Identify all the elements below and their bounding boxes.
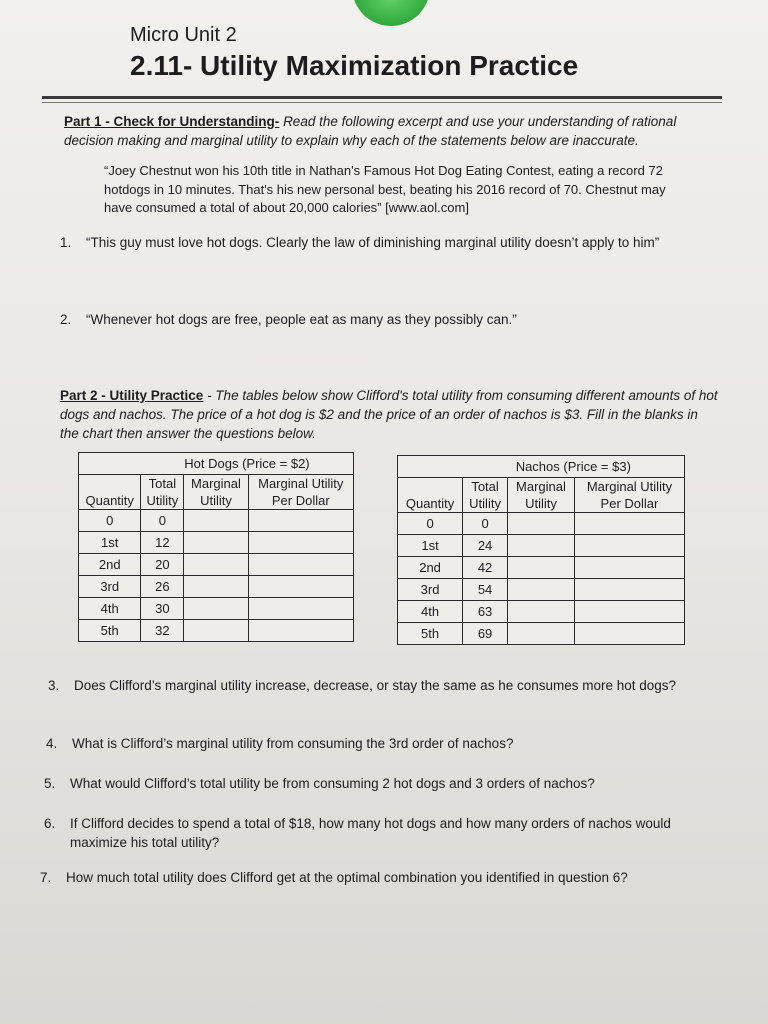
question-text: “Whenever hot dogs are free, people eat as many as they possibly can.” xyxy=(86,312,517,327)
question-2 xyxy=(60,310,720,329)
quantity-cell: 2nd xyxy=(398,557,463,579)
mu-per-dollar-blank[interactable] xyxy=(248,620,353,642)
quantity-cell: 5th xyxy=(79,620,141,642)
total-utility-cell: 26 xyxy=(141,576,184,598)
course-label: Micro Unit 2 xyxy=(130,24,237,46)
table-corner xyxy=(79,453,141,475)
marginal-utility-blank[interactable] xyxy=(508,623,575,645)
nachos-table xyxy=(397,455,685,645)
table-row xyxy=(398,623,685,645)
green-bottle-cap xyxy=(352,0,430,26)
mu-per-dollar-blank[interactable] xyxy=(574,557,684,579)
mu-per-dollar-header-2: Per Dollar xyxy=(574,495,684,513)
part2-instructions xyxy=(60,386,720,443)
table-row xyxy=(79,576,354,598)
total-utility-cell: 54 xyxy=(463,579,508,601)
part2-text: - The tables below show Clifford's total utility from consuming different amounts of hot dogs and nachos. The price of a hot dog is $2 and the price of an order of nachos is $3. Fill in the blanks in the chart then answer the questions below. xyxy=(60,388,718,441)
total-utility-cell: 69 xyxy=(463,623,508,645)
question-number: 5. xyxy=(44,776,56,791)
table-row xyxy=(398,513,685,535)
quantity-header-spacer xyxy=(79,475,141,493)
quantity-cell: 2nd xyxy=(79,554,141,576)
quantity-cell: 1st xyxy=(79,532,141,554)
question-text: “This guy must love hot dogs. Clearly the law of diminishing marginal utility doesn’t apply to him” xyxy=(86,235,660,250)
question-6 xyxy=(44,814,724,852)
table-row xyxy=(398,579,685,601)
question-text: How much total utility does Clifford get at the optimal combination you identified in question 6? xyxy=(66,870,628,885)
table-row xyxy=(398,601,685,623)
quantity-cell: 0 xyxy=(398,513,463,535)
quantity-cell: 3rd xyxy=(79,576,141,598)
table-row xyxy=(79,620,354,642)
table-row xyxy=(79,532,354,554)
mu-per-dollar-header-2: Per Dollar xyxy=(248,492,353,510)
total-utility-cell: 24 xyxy=(463,535,508,557)
quantity-cell: 4th xyxy=(398,601,463,623)
quantity-header: Quantity xyxy=(398,495,463,513)
marginal-utility-blank[interactable] xyxy=(508,557,575,579)
hotdogs-table xyxy=(78,452,354,642)
mu-per-dollar-blank[interactable] xyxy=(574,601,684,623)
question-number: 2. xyxy=(60,312,72,327)
mu-per-dollar-blank[interactable] xyxy=(248,510,353,532)
total-utility-cell: 32 xyxy=(141,620,184,642)
table-corner xyxy=(398,456,463,478)
marginal-utility-blank[interactable] xyxy=(184,510,248,532)
marginal-utility-blank[interactable] xyxy=(184,620,248,642)
part1-instructions xyxy=(64,112,714,150)
question-number: 6. xyxy=(44,816,56,831)
total-utility-cell: 0 xyxy=(463,513,508,535)
total-utility-cell: 30 xyxy=(141,598,184,620)
question-3 xyxy=(48,676,718,695)
title-divider xyxy=(42,96,722,99)
question-number: 1. xyxy=(60,235,72,250)
question-text: What is Clifford’s marginal utility from consuming the 3rd order of nachos? xyxy=(72,736,514,751)
question-number: 4. xyxy=(46,736,58,751)
quantity-header: Quantity xyxy=(79,492,141,510)
total-utility-header-1: Total xyxy=(141,475,184,493)
question-4 xyxy=(46,734,716,753)
marginal-utility-blank[interactable] xyxy=(184,598,248,620)
mu-per-dollar-blank[interactable] xyxy=(248,554,353,576)
marginal-utility-blank[interactable] xyxy=(508,513,575,535)
marginal-utility-header-1: Marginal xyxy=(508,478,575,496)
mu-per-dollar-blank[interactable] xyxy=(574,579,684,601)
mu-per-dollar-blank[interactable] xyxy=(574,513,684,535)
page-title: 2.11- Utility Maximization Practice xyxy=(130,50,579,81)
quantity-cell: 1st xyxy=(398,535,463,557)
table-row xyxy=(398,535,685,557)
quantity-cell: 3rd xyxy=(398,579,463,601)
nachos-table-title: Nachos (Price = $3) xyxy=(463,456,685,478)
table-row xyxy=(398,557,685,579)
part1-label: Part 1 - Check for Understanding- xyxy=(64,114,280,129)
hotdogs-table-title: Hot Dogs (Price = $2) xyxy=(141,453,354,475)
table-row xyxy=(79,510,354,532)
mu-per-dollar-blank[interactable] xyxy=(574,623,684,645)
part2-label: Part 2 - Utility Practice xyxy=(60,388,204,403)
title-divider-thin xyxy=(42,102,722,103)
quantity-header-spacer xyxy=(398,478,463,496)
total-utility-cell: 20 xyxy=(141,554,184,576)
marginal-utility-header-2: Utility xyxy=(508,495,575,513)
question-7 xyxy=(40,868,730,887)
quantity-cell: 0 xyxy=(79,510,141,532)
total-utility-header-1: Total xyxy=(463,478,508,496)
excerpt-quote: “Joey Chestnut won his 10th title in Nathan's Famous Hot Dog Eating Contest, eating a record 72 hotdogs in 10 minutes. That's his new personal best, beating his 2016 record of 70. Chestnut may have consumed a total of about 20,000 calories” [www.aol.com] xyxy=(104,163,666,215)
mu-per-dollar-blank[interactable] xyxy=(248,598,353,620)
marginal-utility-blank[interactable] xyxy=(508,601,575,623)
total-utility-cell: 0 xyxy=(141,510,184,532)
total-utility-header-2: Utility xyxy=(141,492,184,510)
mu-per-dollar-blank[interactable] xyxy=(248,532,353,554)
marginal-utility-header-1: Marginal xyxy=(184,475,248,493)
question-1 xyxy=(60,233,720,252)
mu-per-dollar-blank[interactable] xyxy=(248,576,353,598)
question-text: If Clifford decides to spend a total of $18, how many hot dogs and how many orders of nachos would maximize his total utility? xyxy=(70,816,671,850)
quantity-cell: 5th xyxy=(398,623,463,645)
total-utility-cell: 63 xyxy=(463,601,508,623)
marginal-utility-blank[interactable] xyxy=(184,532,248,554)
table-row xyxy=(79,554,354,576)
part1-text: Read the following excerpt and use your understanding of rational decision making and marginal utility to explain why each of the statements below are inaccurate. xyxy=(64,114,677,148)
marginal-utility-blank[interactable] xyxy=(184,554,248,576)
marginal-utility-header-2: Utility xyxy=(184,492,248,510)
table-row xyxy=(79,598,354,620)
question-number: 7. xyxy=(40,870,52,885)
marginal-utility-blank[interactable] xyxy=(508,579,575,601)
question-text: Does Clifford’s marginal utility increase, decrease, or stay the same as he consumes more hot dogs? xyxy=(74,678,677,693)
total-utility-header-2: Utility xyxy=(463,495,508,513)
mu-per-dollar-header-1: Marginal Utility xyxy=(574,478,684,496)
total-utility-cell: 42 xyxy=(463,557,508,579)
mu-per-dollar-blank[interactable] xyxy=(574,535,684,557)
marginal-utility-blank[interactable] xyxy=(508,535,575,557)
marginal-utility-blank[interactable] xyxy=(184,576,248,598)
mu-per-dollar-header-1: Marginal Utility xyxy=(248,475,353,493)
question-text: What would Clifford’s total utility be from consuming 2 hot dogs and 3 orders of nachos? xyxy=(70,776,595,791)
question-number: 3. xyxy=(48,678,60,693)
total-utility-cell: 12 xyxy=(141,532,184,554)
quantity-cell: 4th xyxy=(79,598,141,620)
question-5 xyxy=(44,774,724,793)
